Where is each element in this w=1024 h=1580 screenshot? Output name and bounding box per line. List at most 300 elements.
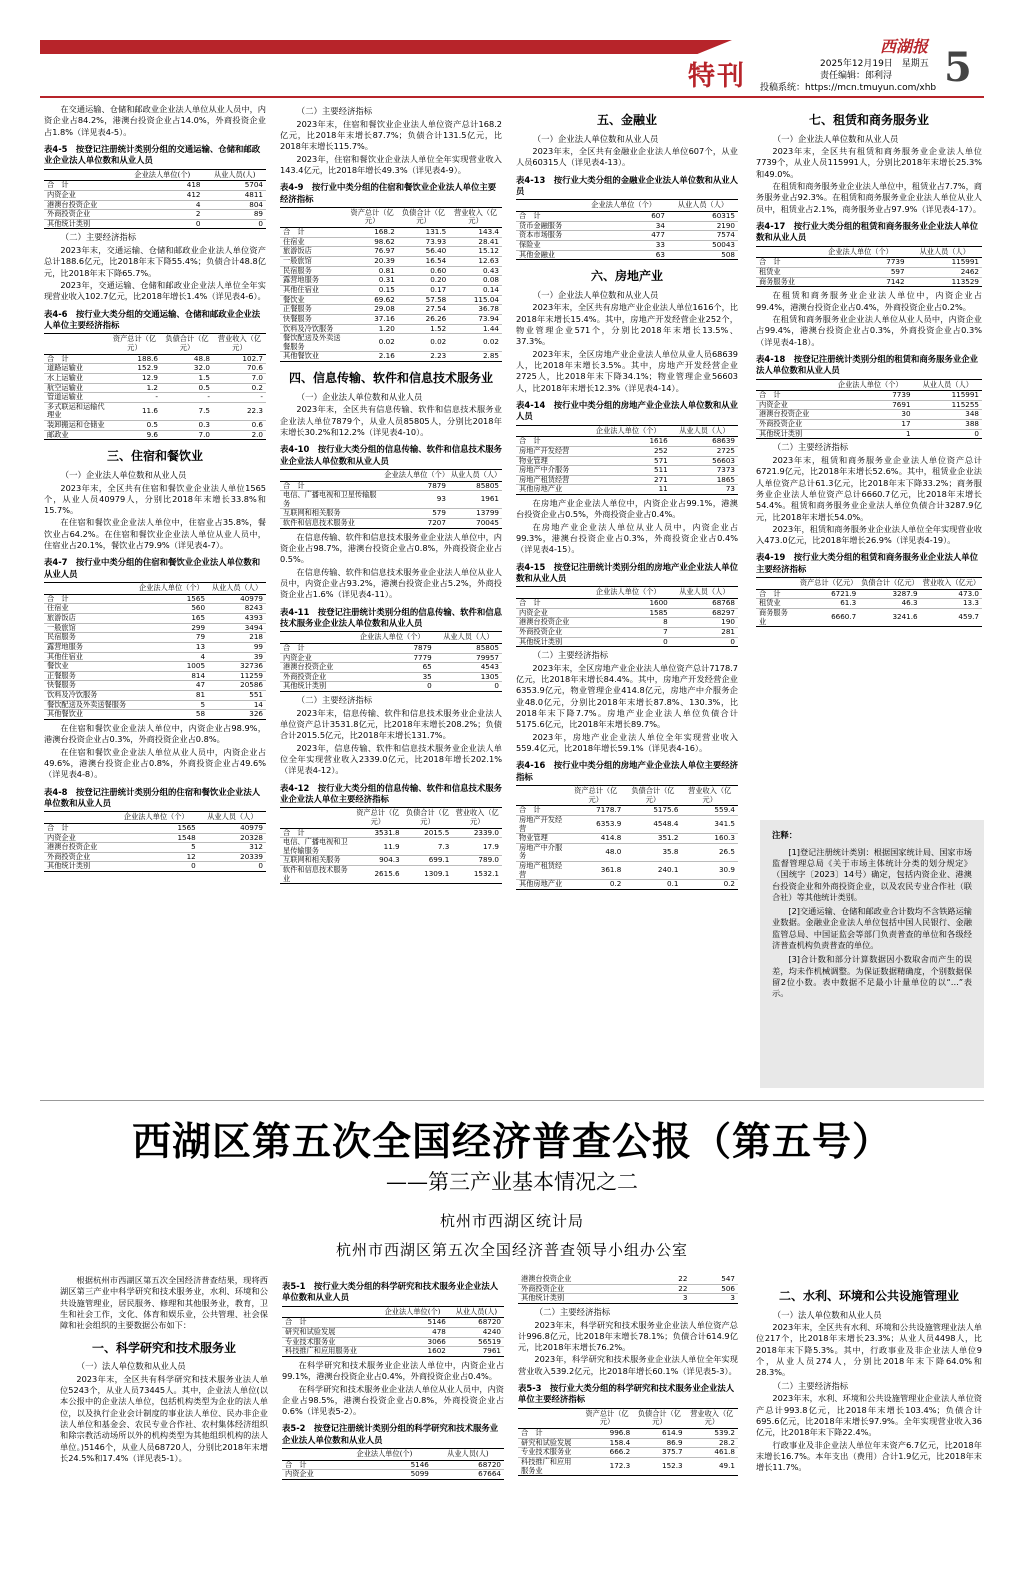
table-header — [282, 1306, 376, 1318]
cell-value: 6353.9 — [567, 815, 624, 833]
cell-value: 2.23 — [398, 352, 449, 362]
table-header — [280, 808, 353, 828]
table-row — [756, 589, 982, 599]
paragraph: 根据杭州市西湖区第五次全国经济普查结果，现将西湖区第三产业中科学研究和技术服务业，水利、环境和公共设施管理业，居民服务、修理和其他服务业，教育，卫生和社会工作，文化、体育和娱乐业，公共管理、社会保障和社会组织的主要数据公布如下： — [60, 1275, 268, 1331]
cell-value: 473.0 — [921, 589, 982, 599]
table-5-2-continued — [518, 1275, 738, 1304]
row-label: 其他餐饮业 — [280, 352, 346, 362]
note-item: [1]登记注册统计类别：根据国家统计局、国家市场监督管理总局《关于市场主体统计分类的划分规定》（国统字〔2023〕14号）确定，包括内资企业、港澳台投资企业和外商投资企业，以及农民专业合作社（联合社）等其他统计类别。 — [772, 846, 972, 902]
paragraph: 2023年末，交通运输、仓储和邮政业企业法人单位资产总计188.6亿元，比2018年末下降55.4%；负债合计48.8亿元，比2018年末下降65.7%。 — [44, 245, 266, 278]
row-label: 货币金融服务 — [516, 221, 579, 231]
cell-value: 412 — [121, 190, 203, 200]
cell-value: 15.12 — [449, 247, 502, 257]
table-caption: 表4-13 按行业大类分组的金融业企业法人单位数和从业人员 — [516, 174, 738, 197]
cell-value: 8243 — [208, 604, 266, 614]
table-4-6 — [44, 333, 266, 440]
cell-value: 2.85 — [449, 352, 502, 362]
table-row — [280, 682, 502, 692]
table-header: 从业人员（人） — [908, 246, 982, 258]
column-finance-realestate — [516, 104, 738, 893]
paragraph: 在房地产业企业法人单位中，内资企业占99.1%，港澳台投资企业占0.5%，外商投资企业占0.4%。 — [516, 498, 738, 520]
cell-value: 0 — [203, 219, 266, 229]
cell-value: 131.5 — [398, 228, 449, 238]
cell-value: 6660.7 — [798, 609, 859, 627]
table-header: 从业人员（人） — [914, 379, 982, 391]
cell-value: 5175.6 — [624, 806, 681, 816]
row-label: 内资企业 — [756, 400, 827, 410]
table-header: 资产总计（亿元） — [581, 1408, 633, 1428]
section-title: 二、水利、环境和公共设施管理业 — [778, 1289, 959, 1303]
table-4-18 — [756, 379, 982, 440]
cell-value: 0.81 — [346, 266, 397, 276]
cell-value: 165 — [135, 613, 208, 623]
cell-value: 20328 — [199, 833, 266, 843]
cell-value: 4393 — [208, 613, 266, 623]
cell-value: 0.20 — [398, 276, 449, 286]
row-label: 其他统计类别 — [516, 637, 586, 647]
row-label: 专业技术服务业 — [518, 1448, 581, 1458]
cell-value: 1305 — [435, 672, 502, 682]
cell-value: 11 — [586, 485, 671, 495]
cell-value: 1532.1 — [452, 866, 502, 884]
cell-value: 56603 — [671, 456, 738, 466]
cell-value: 32736 — [208, 662, 266, 672]
table-row — [44, 430, 266, 440]
cell-value: 7.0 — [161, 430, 213, 440]
cell-value: 1.2 — [108, 383, 161, 393]
table-header: 负债合计（亿元） — [624, 785, 681, 805]
cell-value: 508 — [668, 250, 738, 260]
table-row — [516, 212, 738, 222]
issuer-line: 杭州市西湖区统计局 — [439, 1212, 584, 1230]
table-header — [516, 785, 567, 805]
cell-value: 4 — [135, 652, 208, 662]
row-label: 外商投资企业 — [44, 852, 114, 862]
row-label: 旅游饭店 — [44, 613, 135, 623]
table-row — [516, 599, 738, 609]
cell-value: 39 — [208, 652, 266, 662]
table-row — [282, 1460, 504, 1470]
column-science-indicators — [518, 1275, 738, 1479]
table-caption: 表4-11 按登记注册统计类别分组的信息传输、软件和信息技术服务业企业法人单位数和从业人员 — [280, 606, 502, 628]
cell-value: 48.8 — [161, 354, 213, 364]
row-label: 软件和信息技术服务业 — [280, 866, 353, 884]
table-row — [756, 267, 982, 277]
table-header: 从业人员（人） — [671, 425, 738, 437]
cell-value: 0.6 — [213, 421, 266, 431]
table-4-16 — [516, 785, 738, 890]
table-4-17 — [756, 246, 982, 288]
row-label: 饮料及冷饮服务 — [44, 691, 135, 701]
cell-value: 418 — [121, 181, 203, 191]
cell-value: 152.3 — [633, 1457, 685, 1475]
table-row — [516, 618, 738, 628]
cell-value: 2.0 — [213, 430, 266, 440]
table-header: 企业法人单位（个） — [586, 587, 671, 599]
column-science-intro — [60, 1275, 268, 1465]
table-header: 从业人员（人） — [449, 469, 502, 481]
table-row — [280, 285, 502, 295]
subsection-heading: （一）企业法人单位数和从业人员 — [296, 391, 423, 402]
section-title: 三、住宿和餐饮业 — [106, 449, 203, 464]
row-label: 其他统计类别 — [756, 429, 827, 439]
row-label: 租赁业 — [756, 599, 798, 609]
cell-value: 27.54 — [398, 305, 449, 315]
subsection-heading: （二）主要经济指标 — [532, 650, 609, 661]
row-label: 旅游饭店 — [280, 247, 346, 257]
cell-value: 0.43 — [449, 266, 502, 276]
table-header: 营业收入（亿元） — [681, 785, 738, 805]
table-row — [516, 815, 738, 833]
table-row — [280, 305, 502, 315]
cell-value: 804 — [203, 200, 266, 210]
cell-value: 69.62 — [346, 295, 397, 305]
cell-value: 12.63 — [449, 257, 502, 267]
row-label: 装卸搬运和仓储业 — [44, 421, 108, 431]
row-label: 水上运输业 — [44, 373, 108, 383]
row-label: 资本市场服务 — [516, 231, 579, 241]
cell-value: 33 — [579, 241, 668, 251]
paragraph: 2023年末，全区房地产业企业法人单位从业人员68639人，比2018年末增长3.5%。其中，房地产开发经营企业2725人，比2018年末下降34.1%；物业管理企业56603人，比2018年末增长12.3%（详见表4-14）。 — [516, 348, 738, 393]
paragraph: 在租赁和商务服务业企业法人单位中，内资企业占99.4%，港澳台投资企业占0.4%，外商投资企业占0.2%。 — [756, 290, 982, 312]
table-header: 营业收入（亿元） — [686, 1408, 738, 1428]
cell-value: 1961 — [449, 491, 502, 509]
row-label: 住宿业 — [280, 237, 346, 247]
page-number: 5 — [944, 44, 972, 91]
cell-value: 252 — [586, 446, 671, 456]
cell-value: 3 — [690, 1294, 738, 1304]
cell-value: 559.4 — [681, 806, 738, 816]
section-title: 四、信息传输、软件和信息技术服务业 — [288, 371, 493, 386]
row-label: 房地产中介服务 — [516, 466, 586, 476]
row-label: 商务服务业 — [756, 609, 798, 627]
cell-value: 73 — [671, 485, 738, 495]
table-header: 资产总计（亿元） — [353, 808, 403, 828]
subsection-heading: （一）企业法人单位数和从业人员 — [532, 289, 659, 300]
cell-value: 48.0 — [567, 843, 624, 861]
cell-value: 0.02 — [449, 334, 502, 352]
cell-value: 17 — [827, 420, 914, 430]
cell-value: 47 — [135, 681, 208, 691]
table-row — [44, 219, 266, 229]
cell-value: 6721.9 — [798, 589, 859, 599]
paragraph: 在交通运输、仓储和邮政业企业法人单位从业人员中，内资企业占84.2%，港澳台投资企业占14.0%，外商投资企业占1.8%（详见表4-5）。 — [44, 104, 266, 137]
row-label: 管道运输业 — [44, 393, 108, 403]
subsection-heading: （一）企业法人单位数和从业人员 — [60, 469, 187, 480]
cell-value: 35.8 — [624, 843, 681, 861]
row-label: 道路运输业 — [44, 364, 108, 374]
row-label: 港澳台投资企业 — [516, 618, 586, 628]
cell-value: 0.5 — [161, 383, 213, 393]
row-label: 航空运输业 — [44, 383, 108, 393]
row-label: 其他房地产业 — [516, 880, 567, 890]
cell-value: 2190 — [668, 221, 738, 231]
cell-value: 666.2 — [581, 1448, 633, 1458]
cell-value: 351.2 — [624, 834, 681, 844]
table-header: 企业法人单位（个） — [813, 246, 907, 258]
paragraph: 2023年末，信息传输、软件和信息技术服务业企业法人单位资产总计3531.8亿元，比2018年末增长208.2%；负债合计2015.5亿元，比2018年末增长131.7%。 — [280, 707, 502, 741]
cell-value: 7 — [586, 627, 671, 637]
cell-value: 7.3 — [403, 838, 453, 856]
cell-value: 560 — [135, 604, 208, 614]
row-label: 房地产租赁经营 — [516, 475, 586, 485]
cell-value: 85805 — [449, 481, 502, 491]
table-header: 企业法人单位(个) — [376, 1306, 449, 1318]
table-header — [756, 578, 798, 590]
row-label: 内资企业 — [44, 833, 114, 843]
cell-value: 11.9 — [353, 838, 403, 856]
cell-value: 68297 — [671, 608, 738, 618]
section-title: 五、金融业 — [596, 113, 657, 127]
cell-value: 478 — [376, 1327, 449, 1337]
cell-value: 190 — [671, 618, 738, 628]
cell-value: 0.17 — [398, 285, 449, 295]
cell-value: 614.9 — [633, 1429, 685, 1439]
table-4-10 — [280, 469, 502, 529]
table-caption: 表4-17 按行业大类分组的租赁和商务服务业企业法人单位数和从业人员 — [756, 221, 978, 243]
row-label: 内资企业 — [282, 1470, 337, 1480]
cell-value: 60315 — [668, 212, 738, 222]
table-row — [282, 1347, 504, 1357]
table-row — [516, 637, 738, 647]
row-label: 其他统计类别 — [518, 1294, 654, 1304]
row-label: 物业管理 — [516, 456, 586, 466]
cell-value: 3531.8 — [353, 828, 403, 838]
masthead-banner — [40, 40, 732, 54]
table-row — [516, 437, 738, 447]
cell-value: 4811 — [203, 190, 266, 200]
cell-value: 0.5 — [108, 421, 161, 431]
cell-value: 0.14 — [449, 285, 502, 295]
cell-value: 361.8 — [567, 862, 624, 880]
row-label: 合 计 — [516, 212, 579, 222]
paragraph: 2023年，科学研究和技术服务业企业法人单位全年实现营业收入539.2亿元，比2018年增长60.1%（详见表5-3）。 — [518, 1354, 738, 1376]
row-label: 合 计 — [280, 828, 353, 838]
table-header — [516, 425, 586, 437]
table-row — [518, 1457, 738, 1475]
issue-date: 2025年12月19日 星期五 — [820, 59, 929, 69]
cell-value: 37.16 — [346, 314, 397, 324]
table-row — [516, 862, 738, 880]
cell-value: 5 — [114, 843, 199, 853]
cell-value: 65 — [350, 663, 435, 673]
table-5-1 — [282, 1306, 504, 1357]
table-header: 资产总计（亿元） — [567, 785, 624, 805]
cell-value: 85805 — [435, 643, 502, 653]
cell-value: 70.6 — [213, 364, 266, 374]
cell-value: 50043 — [668, 241, 738, 251]
row-label: 住宿业 — [44, 604, 135, 614]
cell-value: 7142 — [813, 277, 907, 287]
cell-value: 3494 — [208, 623, 266, 633]
row-label: 合 计 — [280, 228, 346, 238]
cell-value: 36.78 — [449, 305, 502, 315]
table-caption: 表4-15 按登记注册统计类别分组的房地产业企业法人单位数和从业人员 — [516, 561, 738, 584]
cell-value: 0.02 — [346, 334, 397, 352]
cell-value: 0 — [671, 637, 738, 647]
cell-value: 2462 — [908, 267, 982, 277]
row-label: 合 计 — [516, 806, 567, 816]
cell-value: 0.02 — [398, 334, 449, 352]
table-caption: 表4-14 按行业中类分组的房地产业企业法人单位数和从业人员 — [516, 399, 738, 422]
row-label: 港澳台投资企业 — [44, 200, 121, 210]
paragraph: 在租赁和商务服务业企业法人单位中，租赁业占7.7%，商务服务业占92.3%。在租赁和商务服务业企业法人单位从业人员中，租赁业占2.1%，商务服务业占97.9%（详见表4-17）。 — [756, 181, 982, 214]
row-label: 其他住宿业 — [280, 285, 346, 295]
table-row — [44, 190, 266, 200]
table-caption: 表5-2 按登记注册统计类别分组的科学研究和技术服务业企业法人单位数和从业人员 — [282, 1423, 499, 1445]
row-label: 餐饮配送及外卖送餐服务 — [44, 700, 135, 710]
cell-value: 0.3 — [161, 421, 213, 431]
cell-value: 89 — [203, 210, 266, 220]
table-4-19 — [756, 577, 982, 627]
row-label: 内资企业 — [516, 608, 586, 618]
table-header — [280, 207, 346, 227]
table-header — [44, 169, 121, 181]
paragraph: 在科学研究和技术服务业企业法人单位从业人员中，内资企业占98.5%，港澳台投资企业占0.8%，外商投资企业占0.6%（详见表5-2）。 — [282, 1383, 504, 1417]
row-label: 房地产中介服务 — [516, 843, 567, 861]
table-caption: 表4-7 按行业中类分组的住宿和餐饮业企业法人单位数和从业人员 — [44, 557, 261, 579]
table-header: 负债合计（亿元） — [403, 808, 453, 828]
table-row — [756, 599, 982, 609]
paragraph: 2023年，住宿和餐饮业企业法人单位全年实现营业收入143.4亿元，比2018年增长49.3%（详见表4-9）。 — [280, 153, 502, 175]
row-label: 专业技术服务业 — [282, 1337, 376, 1347]
masthead-rule — [40, 96, 984, 98]
row-label: 合 计 — [44, 354, 108, 364]
cell-value: 22 — [654, 1284, 691, 1294]
row-label: 露营地服务 — [280, 276, 346, 286]
row-label: 外商投资企业 — [518, 1284, 654, 1294]
paragraph: 2023年末，全区共有信息传输、软件和信息技术服务业企业法人单位7879个，从业人员85805人，分别比2018年末增长30.2%和12.2%（详见表4-10）。 — [280, 404, 502, 437]
table-row — [516, 485, 738, 495]
cell-value: 607 — [579, 212, 668, 222]
table-row — [44, 373, 266, 383]
cell-value: 160.3 — [681, 834, 738, 844]
cell-value: 1585 — [586, 608, 671, 618]
cell-value: 0 — [435, 682, 502, 692]
row-label: 内资企业 — [280, 653, 350, 663]
submission-link[interactable]: 投稿系统：https://mcn.tmuyun.com/xhb — [760, 83, 937, 93]
cell-value: 7739 — [813, 258, 907, 268]
row-label: 外商投资企业 — [44, 210, 121, 220]
cell-value: 32.0 — [161, 364, 213, 374]
table-header: 从业人员(人) — [203, 169, 266, 181]
cell-value: 11259 — [208, 671, 266, 681]
paragraph: 2023年末，全区房地产业企业法人单位资产总计7178.7亿元，比2018年末增长84.4%。其中，房地产开发经营企业6353.9亿元，物业管理企业414.8亿元，房地产中介服务企业48.0亿元，分别比2018年末增长87.8%、130.3%，比2018年末下降7.7%。房地产业企业法人单位负债合计5175.6亿元，比2018年末增长89.7%。 — [516, 662, 738, 730]
row-label: 电信、广播电视和卫星传输服务 — [280, 491, 382, 509]
paragraph: 2023年末，全区共有房地产业企业法人单位1616个，比2018年末增长15.4%。其中，房地产开发经营企业252个，物业管理企业571个，分别比2018年末增长13.5%、37.3%。 — [516, 302, 738, 347]
notes-title: 注释： — [772, 830, 798, 840]
cell-value: 388 — [914, 420, 982, 430]
table-header: 企业法人单位（个） — [382, 469, 449, 481]
cell-value: 699.1 — [403, 856, 453, 866]
cell-value: 312 — [199, 843, 266, 853]
row-label: 合 计 — [756, 258, 813, 268]
cell-value: 459.7 — [921, 609, 982, 627]
row-label: 研究和试验发展 — [518, 1438, 581, 1448]
cell-value: 34 — [579, 221, 668, 231]
paragraph: 2023年，租赁和商务服务业企业法人单位全年实现营业收入473.0亿元，比2018年增长26.9%（详见表4-19）。 — [756, 523, 982, 546]
table-row — [282, 1327, 504, 1337]
table-row — [44, 181, 266, 191]
cell-value: 115255 — [914, 400, 982, 410]
cell-value: 93 — [382, 491, 449, 509]
table-header: 企业法人单位（个） — [114, 812, 199, 824]
cell-value: 58 — [135, 710, 208, 720]
cell-value: 86.9 — [633, 1438, 685, 1448]
cell-value: 68639 — [671, 437, 738, 447]
paragraph: 2023年，交通运输、仓储和邮政业企业法人单位全年实现营业收入102.7亿元，比2018年增长1.4%（详见表4-6）。 — [44, 280, 266, 302]
cell-value: 73.93 — [398, 237, 449, 247]
table-header: 营业收入（亿元） — [213, 334, 266, 354]
section-tag: 特刊 — [688, 61, 746, 92]
cell-value: - — [213, 393, 266, 403]
cell-value: 271 — [586, 475, 671, 485]
cell-value: 158.4 — [581, 1438, 633, 1448]
table-caption: 表4-6 按行业大类分组的交通运输、仓储和邮政业企业法人单位主要经济指标 — [44, 308, 261, 330]
paragraph: 在租赁和商务服务业企业法人单位从业人员中，内资企业占99.4%，港澳台投资企业占0.3%，外商投资企业占0.3%（详见表4-18）。 — [756, 313, 982, 347]
cell-value: 22.3 — [213, 402, 266, 420]
table-row — [280, 643, 502, 653]
table-row — [516, 250, 738, 260]
cell-value: 0.2 — [213, 383, 266, 393]
cell-value: 17.9 — [452, 838, 502, 856]
cell-value: 4548.4 — [624, 815, 681, 833]
paragraph: 在科学研究和技术服务业企业法人单位中，内资企业占99.1%，港澳台投资企业占0.4%，外商投资企业占0.4%。 — [282, 1359, 504, 1382]
cell-value: 73.94 — [449, 314, 502, 324]
cell-value: 40979 — [199, 823, 266, 833]
cell-value: 4 — [121, 200, 203, 210]
notes-box — [760, 820, 984, 1088]
cell-value: 16.54 — [398, 257, 449, 267]
table-row — [280, 663, 502, 673]
table-row — [280, 334, 502, 352]
editor-line: 责任编辑：郎利浔 — [820, 71, 893, 81]
cell-value: 0 — [114, 862, 199, 872]
table-row — [756, 420, 982, 430]
paragraph: 2023年末，全区共有水利、环境和公共设施管理业法人单位217个，比2018年末增长23.3%；从业人员4498人，比2018年末下降5.3%。其中，行政事业及非企业法人单位9个，从业人员274人，分别比2018年末下降64.0%和28.3%。 — [756, 1322, 982, 1378]
table-4-15 — [516, 586, 738, 647]
cell-value: 70045 — [449, 519, 502, 529]
row-label: 电信、广播电视和卫星传输服务 — [280, 838, 353, 856]
cell-value: 68768 — [671, 599, 738, 609]
paragraph: 2023年末，租赁和商务服务业企业法人单位资产总计6721.9亿元，比2018年末增长52.6%。其中，租赁业企业法人单位资产总计61.3亿元，比2018年末下降33.2%；商务服务业企业法人单位资产总计6660.7亿元，比2018年末增长54.4%。租赁和商务服务业企业法人单位负债合计3287.9亿元，比2018年末增长54.0%。 — [756, 454, 982, 522]
cell-value: 1 — [827, 429, 914, 439]
cell-value: 0.2 — [567, 880, 624, 890]
row-label: 租赁业 — [756, 267, 813, 277]
cell-value: 0.2 — [681, 880, 738, 890]
row-label: 外商投资企业 — [516, 627, 586, 637]
table-header: 资产总计（亿元） — [108, 334, 161, 354]
table-4-8 — [44, 811, 266, 872]
cell-value: 143.4 — [449, 228, 502, 238]
table-4-5 — [44, 169, 266, 230]
cell-value: 115.04 — [449, 295, 502, 305]
cell-value: 7.0 — [213, 373, 266, 383]
cell-value: 4543 — [435, 663, 502, 673]
table-header — [280, 469, 382, 481]
table-caption: 表4-19 按行业大类分组的租赁和商务服务业企业法人单位主要经济指标 — [756, 552, 978, 574]
paragraph: 2023年末，全区共有租赁和商务服务业企业法人单位7739个，从业人员115991人，分别比2018年末增长25.3%和49.0%。 — [756, 146, 982, 179]
cell-value: 81 — [135, 691, 208, 701]
table-header — [516, 587, 586, 599]
cell-value: 28.2 — [686, 1438, 738, 1448]
cell-value: 115991 — [914, 391, 982, 401]
cell-value: 0.15 — [346, 285, 397, 295]
cell-value: 3066 — [376, 1337, 449, 1347]
row-label: 其他统计类别 — [44, 219, 121, 229]
subsection-heading: （二）主要经济指标 — [772, 1380, 849, 1391]
section-title: 一、科学研究和技术服务业 — [91, 1340, 236, 1355]
